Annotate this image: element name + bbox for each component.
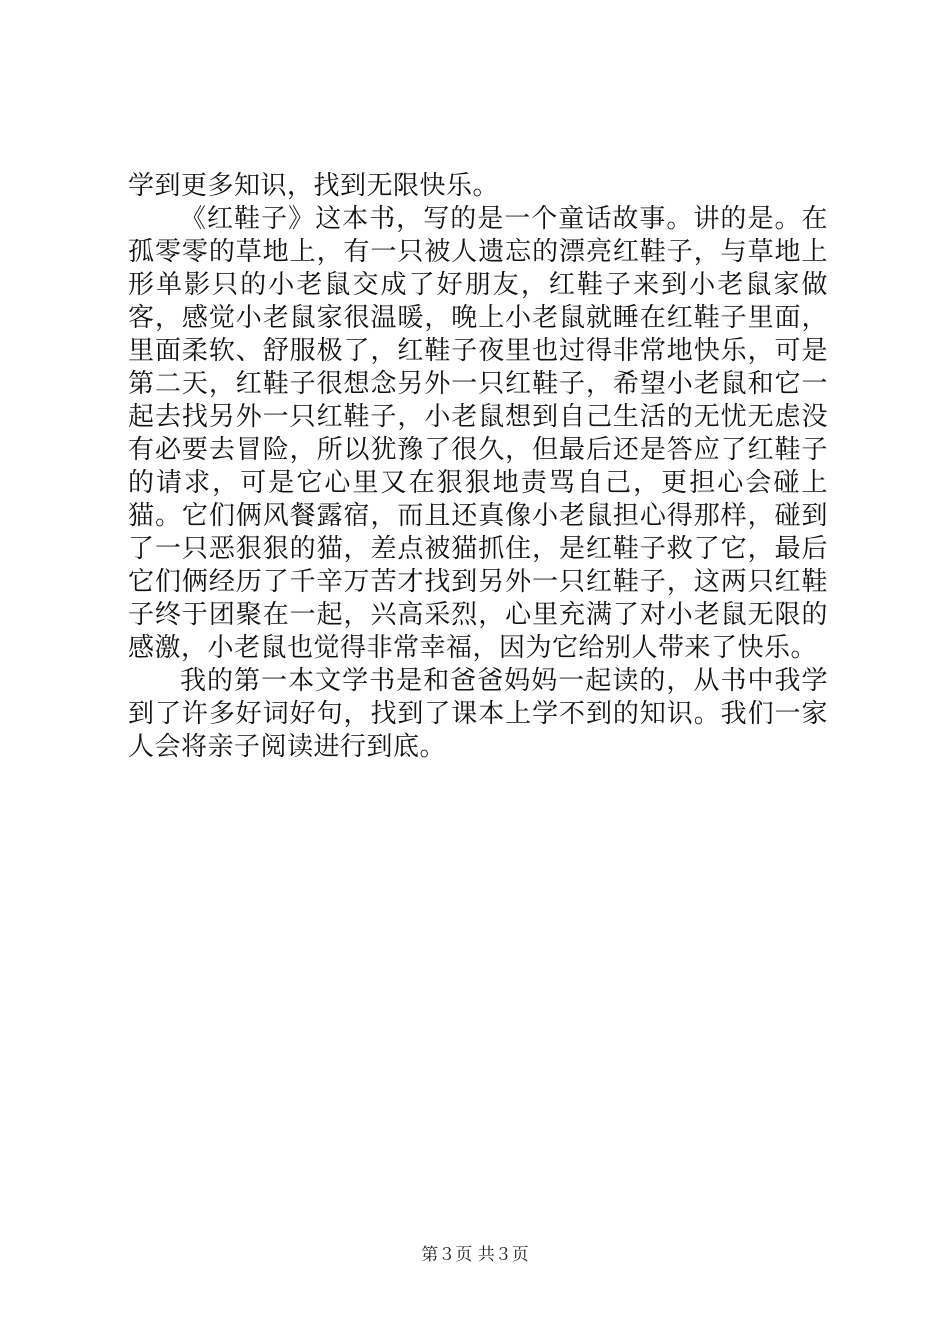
paragraph-continuation: 学到更多知识，找到无限快乐。 [128, 171, 500, 201]
paragraph-book-summary: 《红鞋子》这本书，写的是一个童话故事。讲的是。在孤零零的草地上，有一只被人遗忘的漂亮红鞋子，与草地上形单影只的小老鼠交成了好朋友，红鞋子来到小老鼠家做客，感觉小老鼠家很温暖，晚上小老鼠就睡在红鞋子里面，里面柔软、舒服极了，红鞋子夜里也过得非常地快乐，可是第二天，红鞋子很想念另外一只红鞋子，希望小老鼠和它一起去找另外一只红鞋子，小老鼠想到自己生活的无忧无虑没有必要去冒险，所以犹豫了很久，但最后还是答应了红鞋子的请求，可是它心里又在狠狠地责骂自己，更担心会碰上猫。它们俩风餐露宿，而且还真像小老鼠担心得那样，碰到了一只恶狠狠的猫，差点被猫抓住，是红鞋子救了它，最后它们俩经历了千辛万苦才找到另外一只红鞋子，这两只红鞋子终于团聚在一起，兴高采烈，心里充满了对小老鼠无限的感激，小老鼠也觉得非常幸福，因为它给别人带来了快乐。 [128, 204, 828, 663]
paragraph-conclusion: 我的第一本文学书是和爸爸妈妈一起读的，从书中我学到了许多好词好句，找到了课本上学不到的知识。我们一家人会将亲子阅读进行到底。 [128, 666, 828, 762]
document-body [128, 170, 828, 764]
page-footer: 第３页 共３页 [421, 1245, 529, 1265]
